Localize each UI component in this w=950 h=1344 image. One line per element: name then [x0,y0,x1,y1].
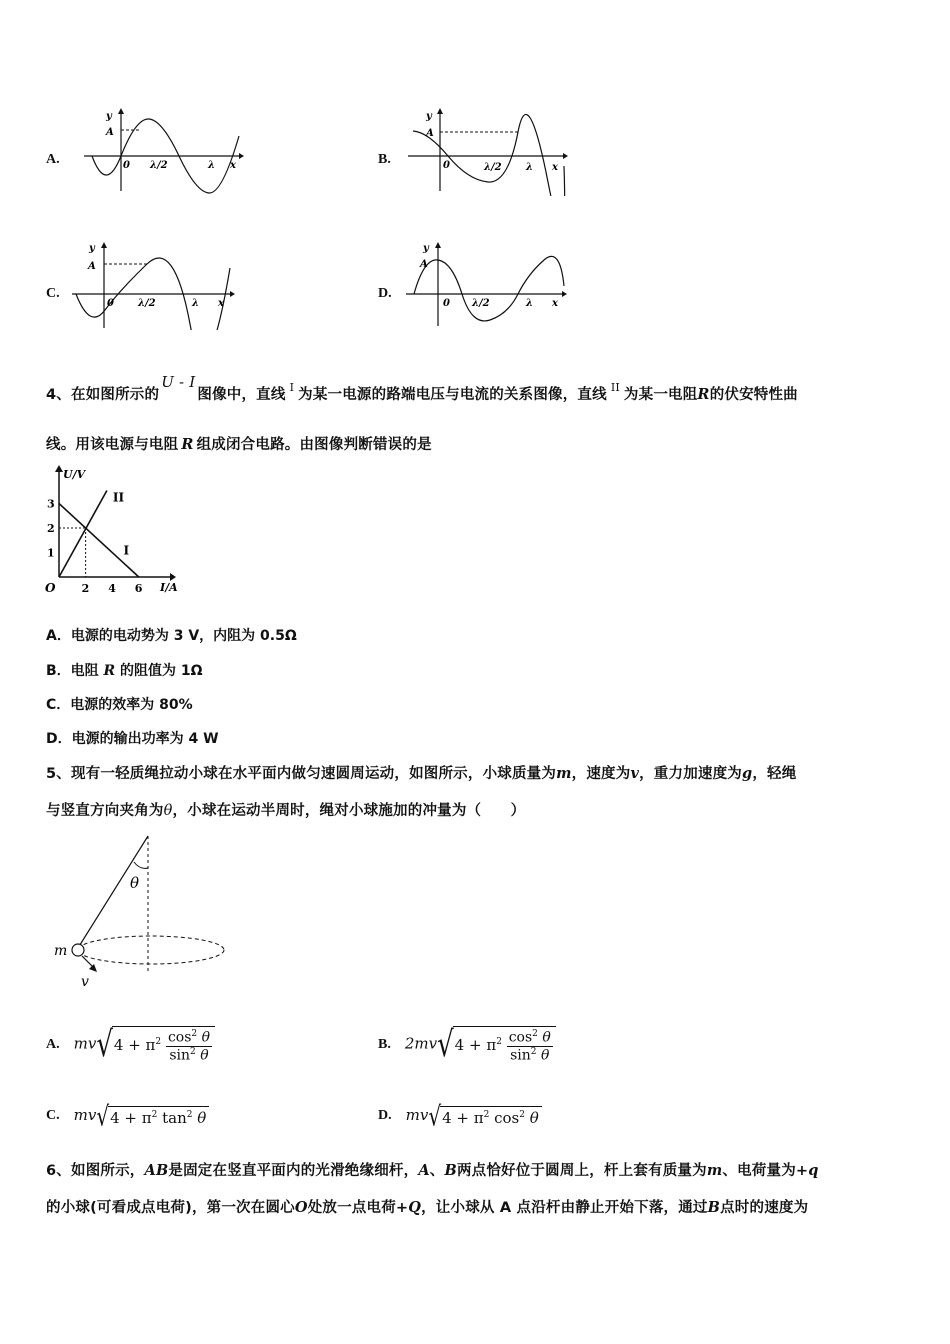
y-axis-arrow [55,465,63,472]
x-label: x [230,160,236,171]
y-tick-label: 3 [47,497,55,511]
y-label: y [423,243,429,254]
half-wavelength-label: λ/2 [484,162,502,173]
sqrt-icon: √ [96,1099,110,1133]
circular-path [78,936,224,964]
amp-label: A [420,259,428,270]
ball [72,944,84,956]
line-i-symbol: I [289,381,295,394]
wavelength-label: λ [192,298,200,309]
q3-option-c-label: C. [46,286,60,301]
x-tick-label: 4 [108,582,116,595]
q5-stem-line2: 与竖直方向夹角为θ，小球在运动半周时，绳对小球施加的冲量为（ ） [46,803,526,819]
series-line-ii [59,491,107,578]
q3-graph-a [84,106,244,196]
rope [78,836,148,948]
x-label: x [552,162,558,173]
q3-graph-d [406,238,571,330]
x-tick-label: 2 [81,582,90,595]
y-label: y [426,111,432,122]
q4-choice-c[interactable]: C．电源的效率为 80% [46,697,193,713]
q3-graph-c [72,238,237,330]
y-label: y [106,111,112,122]
origin-label: 0 [443,298,450,309]
series-label-ii: II [112,490,125,505]
q4-choice-b[interactable]: B．电阻 R 的阻值为 1Ω [46,663,203,679]
y-tick-label: 2 [47,522,55,535]
amp-label: A [426,128,434,139]
q5-choice-a[interactable]: A. $mv√4 + \pi^2$ $\frac{\cos^2 \theta}{\sin^2 \theta}$ [46,1014,215,1076]
q5-choice-b[interactable]: B. $2mv√4 + \pi^2$ $\frac{\cos^2 \theta}{\sin^2 \theta}$ [378,1014,556,1076]
sqrt-icon: √ [428,1099,442,1133]
q3-option-a-label: A. [46,152,60,167]
amp-label: A [88,261,96,272]
mass-label: m [54,943,68,959]
q4-ui-chart-plot [45,465,178,595]
wavelength-label: λ [208,160,216,171]
theta-label: θ [130,874,140,892]
half-wavelength-label: λ/2 [472,298,490,309]
q4-stem-line2: 线。用该电源与电阻 R 组成闭合电路。由图像判断错误的是 [46,436,432,453]
q4-choice-d[interactable]: D．电源的输出功率为 4 W [46,731,219,747]
q5-choice-c[interactable]: C. $mv√4 + \pi^2$ $\tan^2 \theta$ [46,1098,209,1134]
x-axis-arrow [170,573,176,581]
x-label: x [218,298,224,309]
velocity-label: v [81,974,89,990]
x-tick-label: 6 [134,582,143,595]
y-axis-label: U/V [63,468,86,481]
x-label: x [552,298,558,309]
wavelength-label: λ [526,298,534,309]
sqrt-icon: √ [96,1024,113,1066]
wavelength-label: λ [526,162,534,173]
q3-graph-b [408,106,568,196]
origin-label: 0 [107,298,114,309]
q5-choice-d[interactable]: D. $mv√4 + \pi^2$ $\cos^2 \theta$ [378,1098,542,1134]
ui-label: U - I [161,373,196,391]
q4-choice-a[interactable]: A．电源的电动势为 3 V，内阻为 0.5Ω [46,628,297,644]
q6-stem-line1: 6、如图所示，AB是固定在竖直平面内的光滑绝缘细杆，A、B两点恰好位于圆周上，杆上套有质量为m、电荷量为+q [46,1162,819,1179]
origin-label: O [45,581,56,595]
half-wavelength-label: λ/2 [150,160,168,171]
q4-stem-line1: 4、在如图所示的U - I图像中，直线 $^I$ 为某一电源的路端电压与电流的关系图像，直线 $^{II}$ 为某一电阻R的伏安特性曲 [46,373,798,403]
line-ii-symbol: II [610,381,620,394]
amp-label: A [106,127,114,138]
q3-option-d-label: D. [378,286,392,301]
x-axis-label: I/A [160,581,178,594]
q5-conical-pendulum-figure [48,832,238,992]
origin-label: 0 [443,160,450,171]
series-label-i: I [123,543,130,558]
series-line-i [59,504,139,578]
q4-ui-chart [40,462,190,598]
sqrt-icon: √ [437,1024,454,1066]
origin-label: 0 [123,160,130,171]
half-wavelength-label: λ/2 [138,298,156,309]
y-label: y [89,243,95,254]
q5-stem-line1: 5、现有一轻质绳拉动小球在水平面内做匀速圆周运动，如图所示，小球质量为m，速度为v，重力加速度为g，轻绳 [46,765,797,782]
q3-option-b-label: B. [378,152,391,167]
y-tick-label: 1 [47,546,55,560]
q6-stem-line2: 的小球(可看成点电荷)，第一次在圆心O处放一点电荷+Q，让小球从 A 点沿杆由静止开始下落，通过B点时的速度为 [46,1199,809,1216]
